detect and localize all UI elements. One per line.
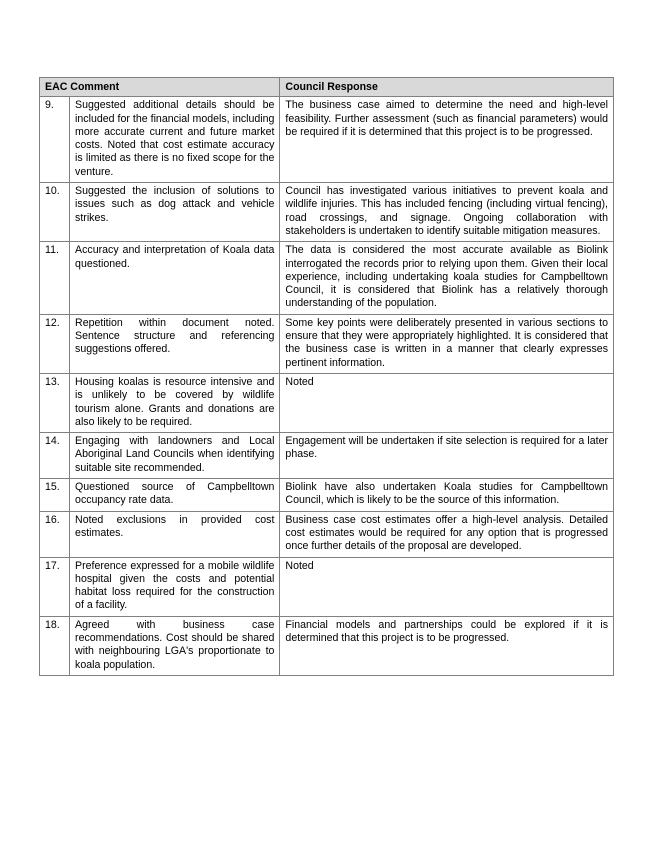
- eac-comment-cell: Suggested additional details should be included for the financial models, including more accurate current and future market costs. Noted that cost estimate accuracy is limited as there is no fixed scope for the venture.: [70, 97, 280, 183]
- row-number: 18.: [40, 616, 70, 675]
- table-row: [40, 314, 614, 373]
- row-number: 13.: [40, 373, 70, 432]
- header-eac-comment: EAC Comment: [40, 78, 280, 97]
- eac-comment-cell: Preference expressed for a mobile wildlife hospital given the costs and potential habitat loss required for the construction of a facility.: [70, 557, 280, 616]
- council-response-cell: Some key points were deliberately presented in various sections to ensure that they were appropriately highlighted. It is considered that the business case is written in a manner that clearly expresses pertinent information.: [280, 314, 614, 373]
- table-row: [40, 183, 614, 242]
- header-council-response: Council Response: [280, 78, 614, 97]
- council-response-cell: Financial models and partnerships could be explored if it is determined that this project is to be progressed.: [280, 616, 614, 675]
- row-number: 14.: [40, 433, 70, 479]
- council-response-cell: Noted: [280, 373, 614, 432]
- eac-comments-table: [39, 77, 614, 676]
- eac-comment-cell: Suggested the inclusion of solutions to issues such as dog attack and vehicle strikes.: [70, 183, 280, 242]
- row-number: 9.: [40, 97, 70, 183]
- table-row: [40, 479, 614, 512]
- eac-comment-cell: Questioned source of Campbelltown occupancy rate data.: [70, 479, 280, 512]
- row-number: 15.: [40, 479, 70, 512]
- eac-comment-cell: Engaging with landowners and Local Aboriginal Land Councils when identifying suitable site recommended.: [70, 433, 280, 479]
- council-response-cell: Engagement will be undertaken if site selection is required for a later phase.: [280, 433, 614, 479]
- eac-comment-cell: Agreed with business case recommendations. Cost should be shared with neighbouring LGA's proportionate to koala population.: [70, 616, 280, 675]
- eac-comment-cell: Accuracy and interpretation of Koala data questioned.: [70, 242, 280, 314]
- row-number: 16.: [40, 511, 70, 557]
- council-response-cell: Business case cost estimates offer a high-level analysis. Detailed cost estimates would be required for any option that is progressed once further details of the proposal are developed.: [280, 511, 614, 557]
- table-row: [40, 557, 614, 616]
- table-row: [40, 242, 614, 314]
- council-response-cell: Noted: [280, 557, 614, 616]
- eac-comment-cell: Repetition within document noted. Sentence structure and referencing suggestions offered.: [70, 314, 280, 373]
- table-row: [40, 373, 614, 432]
- row-number: 12.: [40, 314, 70, 373]
- council-response-cell: Council has investigated various initiatives to prevent koala and wildlife injuries. This has included fencing (including virtual fencing), road crossings, and signage. Ongoing collaboration with stakeholders is undertaken to identify suitable mitigation measures.: [280, 183, 614, 242]
- row-number: 11.: [40, 242, 70, 314]
- table-header-row: [40, 78, 614, 97]
- table-row: [40, 97, 614, 183]
- table-row: [40, 433, 614, 479]
- council-response-cell: Biolink have also undertaken Koala studies for Campbelltown Council, which is likely to be the source of this information.: [280, 479, 614, 512]
- eac-comment-cell: Housing koalas is resource intensive and is unlikely to be covered by wildlife tourism alone. Grants and donations are also likely to be required.: [70, 373, 280, 432]
- eac-comment-cell: Noted exclusions in provided cost estimates.: [70, 511, 280, 557]
- council-response-cell: The business case aimed to determine the need and high-level feasibility. Further assessment (such as financial parameters) would be required if it is determined that this project is to be progressed.: [280, 97, 614, 183]
- council-response-cell: The data is considered the most accurate available as Biolink interrogated the records prior to relying upon them. Given their local experience, including undertaking koala studies for Campbelltown Council, it is considered that Biolink has a relatively thorough understanding of the population.: [280, 242, 614, 314]
- table-row: [40, 511, 614, 557]
- table-row: [40, 616, 614, 675]
- row-number: 10.: [40, 183, 70, 242]
- row-number: 17.: [40, 557, 70, 616]
